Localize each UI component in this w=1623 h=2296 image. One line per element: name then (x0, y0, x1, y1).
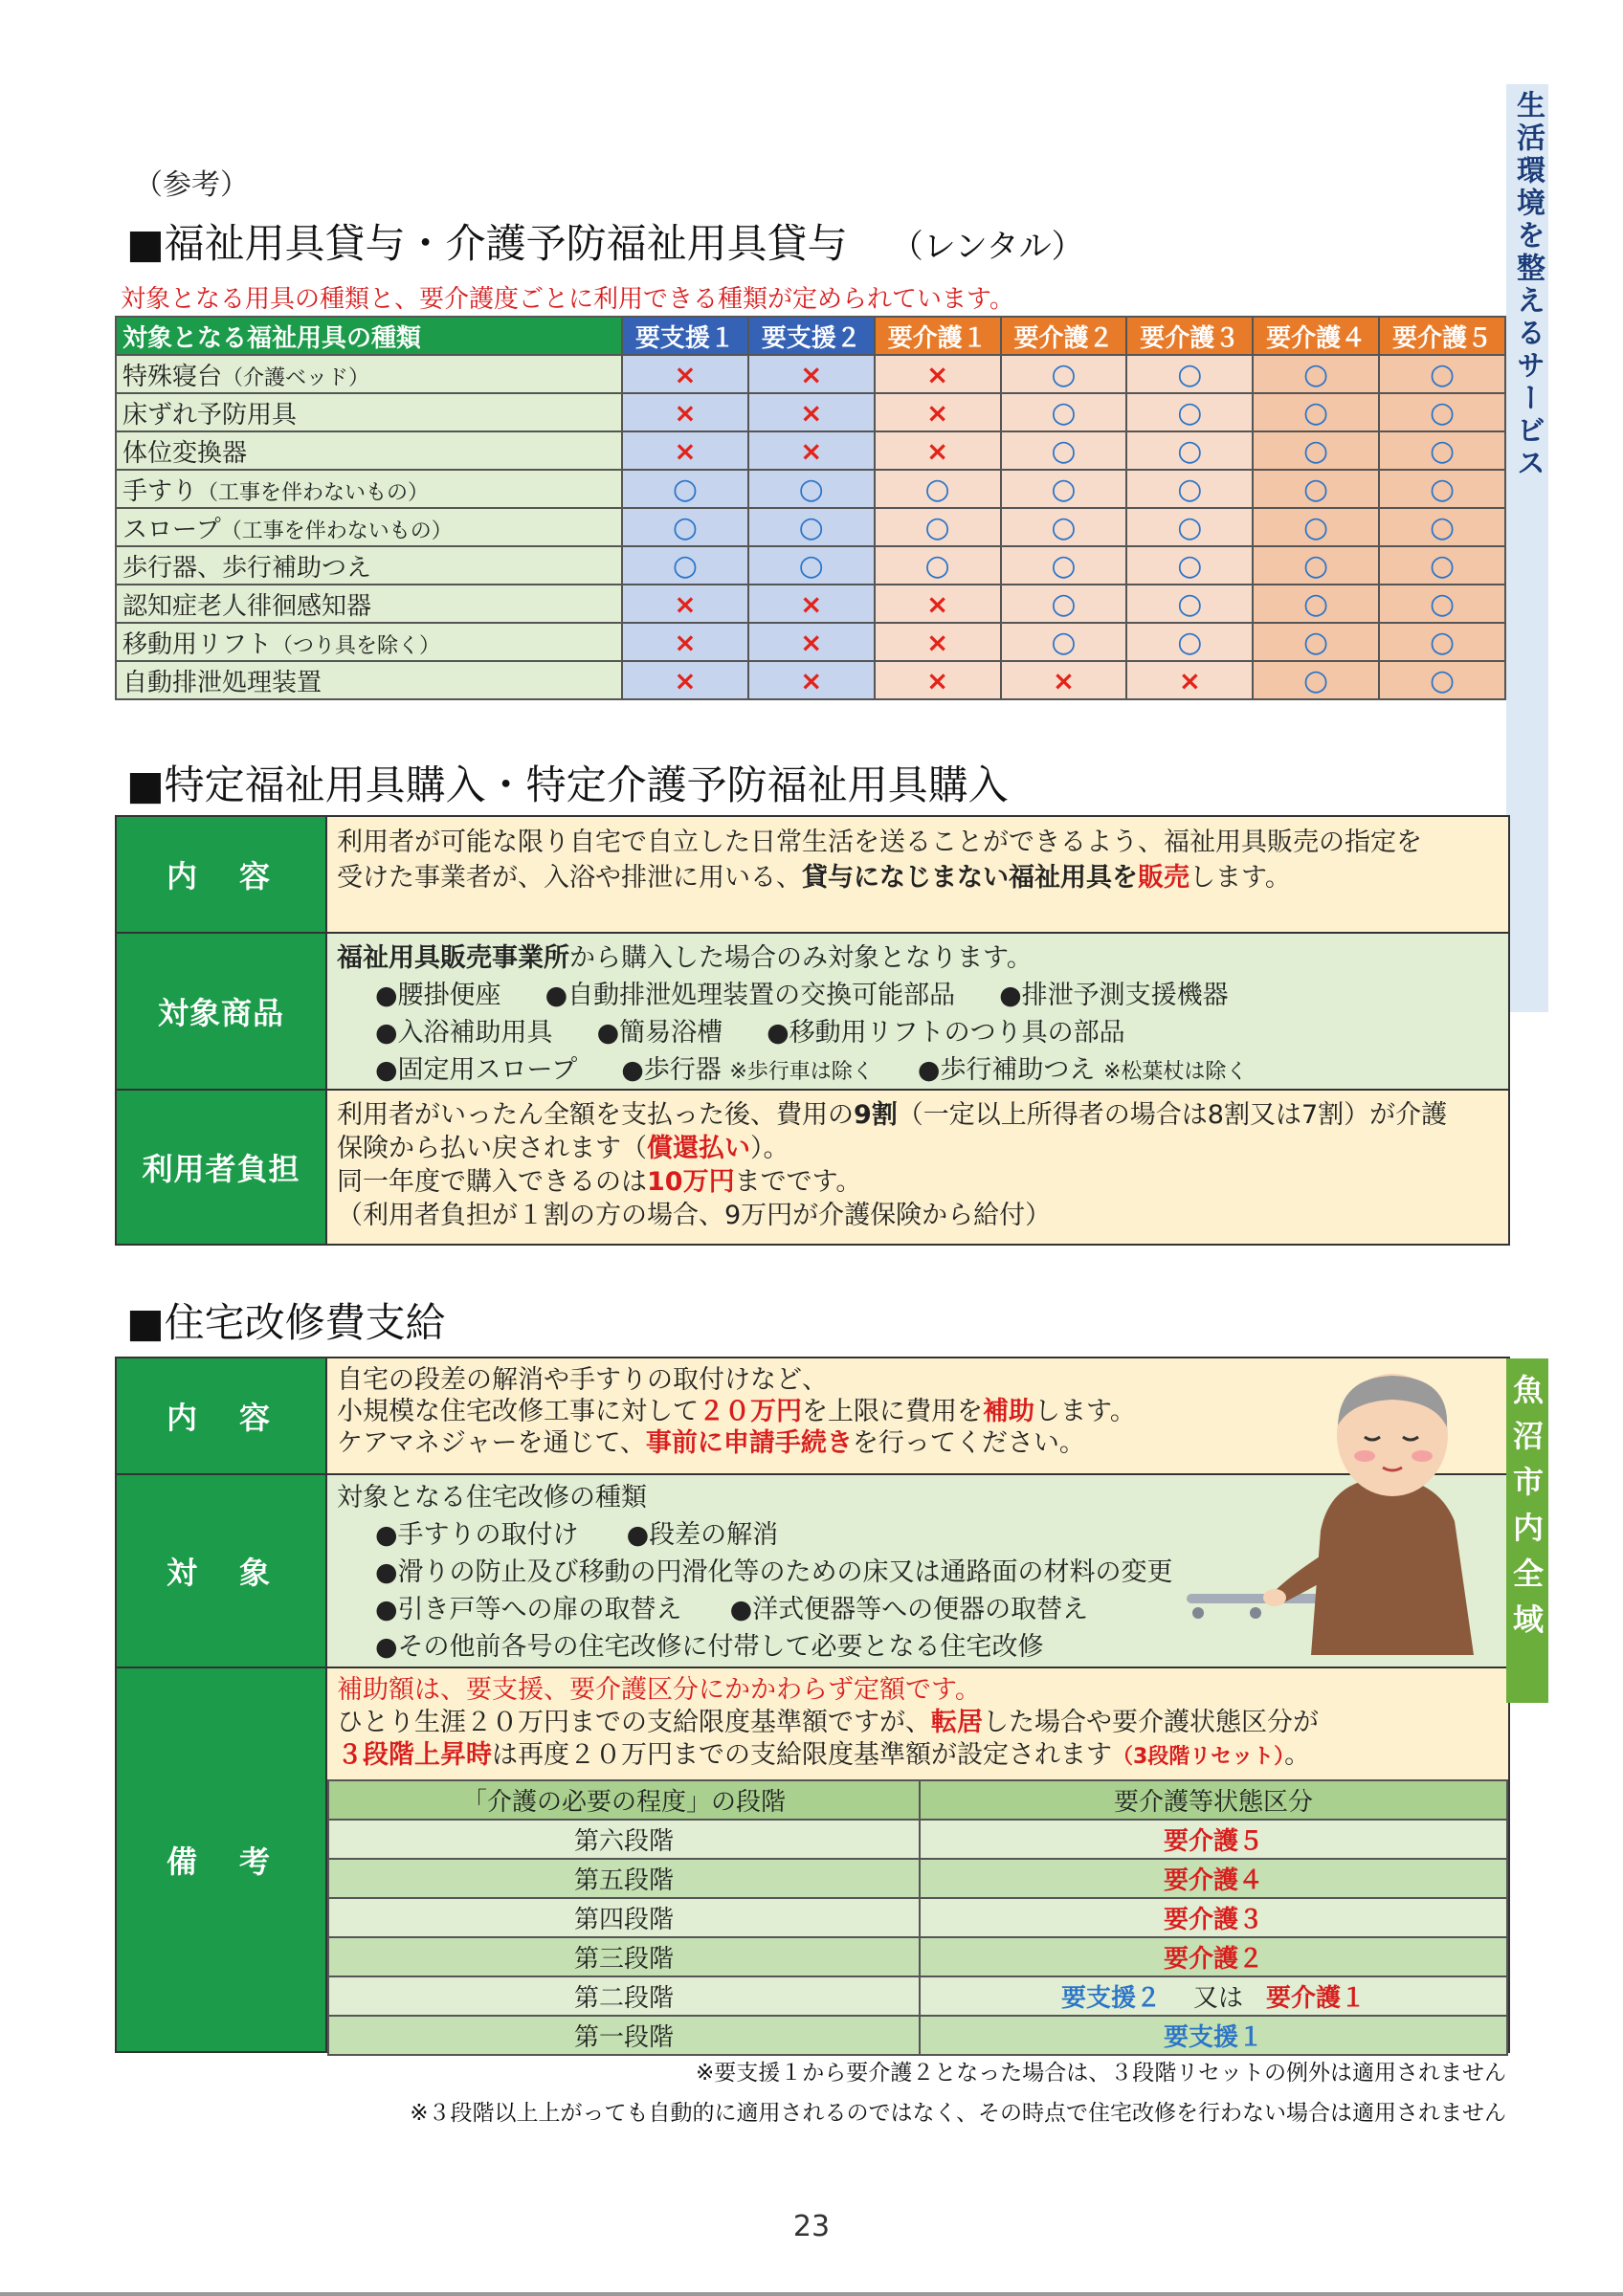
rental-availability-cell (1379, 508, 1505, 546)
purchase-burden-label: 利用者負担 (117, 1091, 327, 1244)
housing-notes-text (327, 1668, 1508, 1779)
circle-mark: ○ (1303, 395, 1329, 430)
rental-availability-cell (1126, 431, 1253, 470)
circle-mark: ○ (1051, 625, 1077, 659)
rental-item-name (116, 508, 622, 546)
stage-level (920, 1820, 1507, 1859)
rental-item-name (116, 661, 622, 699)
text-red-bold: ３段階上昇時 (337, 1740, 492, 1770)
rental-availability-cell (1379, 470, 1505, 508)
notes-line: 補助額は、要支援、要介護区分にかかわらず定額です。 (337, 1675, 981, 1705)
housing-content-label: 内 容 (117, 1358, 327, 1473)
item-name-sub: （工事を伴わないもの） (197, 480, 430, 505)
list-item: ●滑りの防止及び移動の円滑化等のための床又は通路面の材料の変更 (375, 1557, 1173, 1587)
text-span: 保険から払い戻されます（ (337, 1134, 647, 1163)
rental-availability-cell (1379, 585, 1505, 623)
stage-name: 第四段階 (328, 1898, 920, 1937)
rental-availability-cell (1001, 508, 1127, 546)
circle-mark: ○ (1051, 586, 1077, 621)
list-item: ●移動用リフトのつり具の部品 (767, 1018, 1125, 1048)
cross-mark: × (800, 358, 823, 390)
rental-availability-cell (875, 546, 1001, 585)
list-item: ●入浴補助用具 (375, 1018, 553, 1048)
rental-table-body (116, 355, 1505, 699)
rental-availability-cell (1253, 393, 1379, 431)
rental-availability-cell (748, 661, 875, 699)
list-item: ●固定用スロープ (375, 1055, 578, 1085)
rental-availability-cell (622, 470, 748, 508)
rental-availability-cell (1126, 546, 1253, 585)
cross-mark: × (674, 664, 697, 696)
cross-mark: × (925, 626, 949, 658)
or-text: 又は (1192, 1984, 1243, 2013)
cross-mark: × (674, 587, 697, 620)
rental-availability-cell (1379, 431, 1505, 470)
circle-mark: ○ (672, 548, 699, 583)
circle-mark: ○ (1051, 357, 1077, 391)
circle-mark: ○ (1429, 510, 1456, 544)
rental-availability-cell (1001, 623, 1127, 661)
rental-availability-cell (748, 470, 875, 508)
text-red-bold: 10万円 (647, 1167, 735, 1197)
circle-mark: ○ (1303, 357, 1329, 391)
purchase-items-row (117, 934, 1508, 1091)
rental-item-name (116, 623, 622, 661)
level-support-text: 要支援１ (1163, 2023, 1263, 2052)
circle-mark: ○ (1303, 663, 1329, 697)
rental-row (116, 470, 1505, 508)
rental-header-level: 要介護３ (1126, 317, 1253, 355)
stage-header-cell: 「介護の必要の程度」の段階 (328, 1780, 920, 1820)
rental-header-level: 要介護２ (1001, 317, 1127, 355)
stage-table (327, 1779, 1508, 2056)
rental-availability-cell (1001, 546, 1127, 585)
rental-availability-cell (1379, 355, 1505, 393)
burden-line (337, 1098, 1499, 1132)
rental-availability-cell (622, 623, 748, 661)
rental-availability-cell (1126, 470, 1253, 508)
list-item: ●引き戸等への扉の取替え (375, 1595, 682, 1624)
level-care-text: 要介護２ (1163, 1945, 1263, 1974)
circle-mark: ○ (1051, 433, 1077, 468)
circle-mark: ○ (1177, 548, 1203, 583)
circle-mark: ○ (798, 510, 824, 544)
rental-header-level: 要支援２ (748, 317, 875, 355)
cross-mark: × (800, 626, 823, 658)
text-span: します。 (1034, 1397, 1136, 1426)
rental-availability-cell (748, 585, 875, 623)
rental-title-row (126, 212, 1084, 270)
circle-mark: ○ (672, 510, 699, 544)
rental-availability-cell (875, 431, 1001, 470)
text-span: までです。 (734, 1167, 862, 1197)
rental-availability-cell (1253, 508, 1379, 546)
circle-mark: ○ (798, 472, 824, 506)
rental-availability-cell (1126, 661, 1253, 699)
text-red-bold: 販売 (1138, 863, 1189, 893)
cross-mark: × (925, 664, 949, 696)
list-item-note: ※歩行車は除く (729, 1060, 874, 1084)
level-care-text: 要介護１ (1266, 1984, 1367, 2013)
housing-target-label: 対 象 (117, 1475, 327, 1667)
list-item: ●排泄予測支援機器 (999, 981, 1229, 1010)
text-span: は再度２０万円までの支給限度基準額が設定されます (492, 1740, 1112, 1770)
item-name-text: 自動排泄処理装置 (122, 668, 322, 697)
rental-row (116, 661, 1505, 699)
text-red-bold: 事前に申請手続き (645, 1428, 853, 1458)
purchase-content-line (337, 860, 1499, 895)
rental-availability-cell (1001, 661, 1127, 699)
side-category-tab (1506, 84, 1548, 1012)
footnote: ※３段階以上上がっても自動的に適用されるのではなく、その時点で住宅改修を行わない場合は適用されません (410, 2101, 1506, 2126)
rental-table (115, 316, 1506, 700)
cross-mark: × (1052, 664, 1076, 696)
text-span: （一定以上所得者の場合は8割又は7割）が介護 (897, 1100, 1448, 1130)
text-span: した場合や要介護状態区分が (983, 1708, 1319, 1737)
rental-availability-cell (748, 393, 875, 431)
rental-title: ■福祉用具貸与・介護予防福祉用具貸与 (126, 220, 848, 267)
cross-mark: × (800, 664, 823, 696)
area-tab (1506, 1358, 1548, 1703)
purchase-items-label: 対象商品 (117, 934, 327, 1089)
rental-availability-cell (1379, 546, 1505, 585)
cross-mark: × (925, 587, 949, 620)
housing-content-line: 自宅の段差の解消や手すりの取付けなど、 (337, 1365, 828, 1395)
rental-availability-cell (1126, 393, 1253, 431)
notes-line (337, 1739, 1499, 1774)
rental-availability-cell (1379, 661, 1505, 699)
purchase-content-line: 利用者が可能な限り自宅で自立した日常生活を送ることができるよう、福祉用具販売の指定を (337, 828, 1422, 857)
rental-availability-cell (875, 355, 1001, 393)
cross-mark: × (925, 358, 949, 390)
rental-row (116, 393, 1505, 431)
rental-availability-cell (1253, 546, 1379, 585)
rental-availability-cell (622, 661, 748, 699)
bottom-rule (0, 2292, 1623, 2296)
stage-header-cell: 要介護等状態区分 (920, 1780, 1507, 1820)
rental-availability-cell (748, 355, 875, 393)
rental-header-level: 要介護５ (1379, 317, 1505, 355)
stage-name: 第一段階 (328, 2016, 920, 2055)
text-span: ケアマネジャーを通じて、 (337, 1428, 646, 1458)
rental-availability-cell (622, 355, 748, 393)
cross-mark: × (925, 396, 949, 429)
circle-mark: ○ (1303, 510, 1329, 544)
circle-mark: ○ (1303, 548, 1329, 583)
circle-mark: ○ (1177, 586, 1203, 621)
area-tab-text: 魚沼市内全域 (1508, 1374, 1545, 1649)
cross-mark: × (1178, 664, 1202, 696)
stage-name: 第六段階 (328, 1820, 920, 1859)
footnote: ※要支援１から要介護２となった場合は、３段階リセットの例外は適用されません (695, 2061, 1506, 2086)
rental-row (116, 623, 1505, 661)
rental-availability-cell (875, 508, 1001, 546)
rental-availability-cell (748, 508, 875, 546)
item-name-text: 手すり (122, 476, 198, 506)
rental-title-suffix: （レンタル） (890, 228, 1084, 266)
text-span: ひとり生涯２０万円までの支給限度基準額ですが、 (337, 1708, 931, 1737)
circle-mark: ○ (1177, 510, 1203, 544)
rental-availability-cell (1253, 623, 1379, 661)
notes-line (337, 1707, 1499, 1739)
burden-line: （利用者負担が１割の方の場合、9万円が介護保険から給付） (337, 1201, 1052, 1230)
level-care-text: 要介護４ (1163, 1866, 1263, 1895)
circle-mark: ○ (1303, 433, 1329, 468)
stage-table-body (328, 1820, 1507, 2055)
purchase-content-text (327, 817, 1508, 932)
page-number: 23 (792, 2210, 831, 2243)
rental-availability-cell (622, 546, 748, 585)
item-name-sub: （工事を伴わないもの） (220, 519, 453, 543)
purchase-burden-row (117, 1091, 1508, 1244)
cross-mark: × (674, 626, 697, 658)
purchase-items-text (327, 934, 1508, 1089)
rental-availability-cell (1001, 393, 1127, 431)
rental-item-name (116, 355, 622, 393)
stage-row (328, 1937, 1507, 1976)
list-item: ●腰掛便座 (375, 981, 501, 1010)
stage-level (920, 1859, 1507, 1898)
circle-mark: ○ (1177, 395, 1203, 430)
item-name-sub: （つり具を除く） (272, 633, 441, 658)
rental-item-name (116, 470, 622, 508)
text-span: ）。 (750, 1134, 789, 1163)
rental-row (116, 431, 1505, 470)
rental-row (116, 546, 1505, 585)
item-name-text: 認知症老人徘徊感知器 (122, 591, 372, 621)
rental-availability-cell (1126, 585, 1253, 623)
housing-target-intro: 対象となる住宅改修の種類 (337, 1483, 647, 1512)
item-name-text: 移動用リフト (122, 629, 273, 659)
rental-availability-cell (1253, 661, 1379, 699)
purchase-content-label: 内 容 (117, 817, 327, 932)
stage-level (920, 1937, 1507, 1976)
circle-mark: ○ (1051, 472, 1077, 506)
circle-mark: ○ (1303, 625, 1329, 659)
circle-mark: ○ (1177, 433, 1203, 468)
circle-mark: ○ (1429, 586, 1456, 621)
text-span: を行ってください。 (852, 1428, 1085, 1458)
text-bold: 貸与になじまない福祉用具を (802, 863, 1138, 893)
list-item: ●手すりの取付け (375, 1520, 579, 1550)
rental-header-level: 要介護１ (875, 317, 1001, 355)
housing-notes-body (327, 1668, 1508, 2051)
circle-mark: ○ (1429, 548, 1456, 583)
circle-mark: ○ (1177, 472, 1203, 506)
stage-row (328, 1859, 1507, 1898)
circle-mark: ○ (672, 472, 699, 506)
text-span: します。 (1189, 863, 1291, 893)
item-name-sub: （介護ベッド） (222, 365, 370, 390)
rental-item-name (116, 431, 622, 470)
text-red-bold: ２０万円 (699, 1397, 802, 1426)
rental-note: 対象となる用具の種類と、要介護度ごとに利用できる種類が定められています。 (121, 285, 1014, 314)
rental-header-level: 要支援１ (622, 317, 748, 355)
rental-availability-cell (1253, 585, 1379, 623)
circle-mark: ○ (1429, 395, 1456, 430)
list-item: ●自動排泄処理装置の交換可能部品 (545, 981, 956, 1010)
rental-availability-cell (875, 470, 1001, 508)
elderly-man-illustration (1177, 1368, 1502, 1655)
level-support-text: 要支援２ (1060, 1984, 1161, 2013)
stage-header-row (328, 1780, 1507, 1820)
rental-availability-cell (1126, 623, 1253, 661)
list-item-note: ※松葉杖は除く (1102, 1060, 1248, 1084)
circle-mark: ○ (1177, 357, 1203, 391)
housing-notes-label: 備 考 (117, 1668, 327, 2051)
purchase-burden-text (327, 1091, 1508, 1244)
text-red-bold: 償還払い (647, 1134, 750, 1163)
stage-row (328, 2016, 1507, 2055)
purchase-items-line (337, 1051, 1499, 1091)
rental-availability-cell (748, 623, 875, 661)
stage-level (920, 2016, 1507, 2055)
rental-availability-cell (622, 585, 748, 623)
rental-availability-cell (875, 661, 1001, 699)
circle-mark: ○ (1429, 357, 1456, 391)
burden-line (337, 1132, 1499, 1165)
text-bold: 9割 (854, 1100, 898, 1130)
rental-availability-cell (1379, 393, 1505, 431)
stage-row (328, 1820, 1507, 1859)
rental-availability-cell (748, 546, 875, 585)
item-name-text: 特殊寝台 (122, 362, 223, 391)
rental-availability-cell (1001, 355, 1127, 393)
stage-row (328, 1976, 1507, 2016)
text-red-bold: 転居 (931, 1708, 983, 1737)
rental-availability-cell (622, 508, 748, 546)
rental-header-row (116, 317, 1505, 355)
text-span: 同一年度で購入できるのは (337, 1167, 647, 1197)
housing-notes-row (117, 1668, 1508, 2051)
stage-level (920, 1898, 1507, 1937)
cross-mark: × (800, 587, 823, 620)
rental-availability-cell (875, 393, 1001, 431)
circle-mark: ○ (1303, 472, 1329, 506)
cross-mark: × (674, 434, 697, 467)
purchase-items-intro (337, 939, 1499, 977)
text-red-bold: 補助 (983, 1397, 1034, 1426)
rental-availability-cell (1001, 431, 1127, 470)
text-red-bold: （3段階リセット） (1112, 1745, 1285, 1769)
circle-mark: ○ (924, 548, 950, 583)
circle-mark: ○ (1051, 395, 1077, 430)
rental-availability-cell (622, 431, 748, 470)
rental-availability-cell (875, 623, 1001, 661)
circle-mark: ○ (1429, 433, 1456, 468)
level-care-text: 要介護５ (1163, 1827, 1263, 1856)
rental-availability-cell (1379, 623, 1505, 661)
rental-availability-cell (622, 393, 748, 431)
purchase-items-line (337, 1014, 1499, 1051)
cross-mark: × (674, 396, 697, 429)
cross-mark: × (925, 434, 949, 467)
rental-availability-cell (875, 585, 1001, 623)
rental-availability-cell (1253, 355, 1379, 393)
circle-mark: ○ (1429, 625, 1456, 659)
list-item: ●歩行補助つえ (917, 1055, 1096, 1085)
circle-mark: ○ (1429, 472, 1456, 506)
circle-mark: ○ (924, 472, 950, 506)
housing-title: ■住宅改修費支給 (126, 1299, 446, 1346)
stage-name: 第五段階 (328, 1859, 920, 1898)
rental-availability-cell (1001, 585, 1127, 623)
text-bold: 福祉用具販売事業所 (337, 943, 569, 973)
rental-item-name (116, 393, 622, 431)
level-care-text: 要介護３ (1163, 1906, 1263, 1934)
rental-availability-cell (748, 431, 875, 470)
purchase-content-row (117, 817, 1508, 934)
cross-mark: × (800, 434, 823, 467)
item-name-text: 体位変換器 (122, 438, 248, 468)
rental-item-name (116, 585, 622, 623)
burden-line (337, 1165, 1499, 1199)
text-span: 受けた事業者が、入浴や排泄に用いる、 (337, 863, 802, 893)
circle-mark: ○ (924, 510, 950, 544)
rental-availability-cell (1253, 431, 1379, 470)
rental-header-name: 対象となる福祉用具の種類 (116, 317, 622, 355)
list-item: ●歩行器 (621, 1055, 722, 1085)
item-name-text: 床ずれ予防用具 (122, 400, 298, 430)
text-span: 。 (1284, 1740, 1311, 1770)
stage-row (328, 1898, 1507, 1937)
list-item: ●簡易浴槽 (596, 1018, 723, 1048)
rental-header-level: 要介護４ (1253, 317, 1379, 355)
rental-row (116, 508, 1505, 546)
stage-level (920, 1976, 1507, 2016)
rental-row (116, 585, 1505, 623)
list-item: ●その他前各号の住宅改修に付帯して必要となる住宅改修 (375, 1632, 1044, 1662)
rental-availability-cell (1126, 508, 1253, 546)
rental-availability-cell (1126, 355, 1253, 393)
reference-label: （参考） (134, 168, 249, 202)
rental-availability-cell (1001, 470, 1127, 508)
side-category-text: 生活環境を整えるサービス (1511, 90, 1545, 480)
text-span: から購入した場合のみ対象となります。 (569, 943, 1033, 973)
rental-row (116, 355, 1505, 393)
circle-mark: ○ (1051, 510, 1077, 544)
stage-name: 第三段階 (328, 1937, 920, 1976)
circle-mark: ○ (798, 548, 824, 583)
stage-name: 第二段階 (328, 1976, 920, 2016)
item-name-text: スロープ (122, 515, 221, 544)
rental-availability-cell (1253, 470, 1379, 508)
text-span: 小規模な住宅改修工事に対して (337, 1397, 699, 1426)
text-span: を上限に費用を (802, 1397, 983, 1426)
cross-mark: × (800, 396, 823, 429)
item-name-text: 歩行器、歩行補助つえ (122, 553, 372, 583)
circle-mark: ○ (1051, 548, 1077, 583)
purchase-items-line (337, 977, 1499, 1014)
circle-mark: ○ (1303, 586, 1329, 621)
circle-mark: ○ (1177, 625, 1203, 659)
list-item: ●洋式便器等への便器の取替え (729, 1595, 1089, 1624)
circle-mark: ○ (1429, 663, 1456, 697)
cross-mark: × (674, 358, 697, 390)
purchase-block (115, 815, 1510, 1246)
list-item: ●段差の解消 (626, 1520, 779, 1550)
text-span: 利用者がいったん全額を支払った後、費用の (337, 1100, 854, 1130)
rental-item-name (116, 546, 622, 585)
purchase-title: ■特定福祉用具購入・特定介護予防福祉用具購入 (126, 762, 1009, 808)
